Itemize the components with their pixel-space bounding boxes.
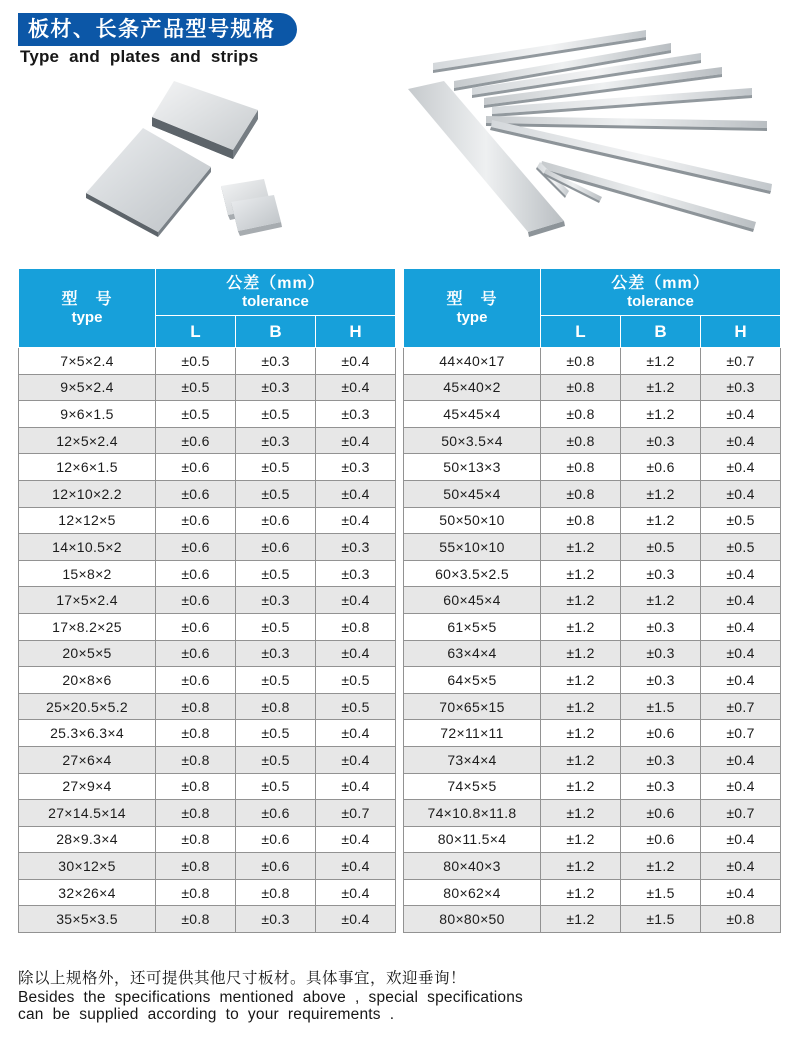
tolerance-cell: ±0.3 <box>236 640 316 667</box>
tolerance-cell: ±0.3 <box>701 374 781 401</box>
type-cell: 9×6×1.5 <box>19 401 156 428</box>
tolerance-cell: ±0.3 <box>316 454 396 481</box>
type-cell: 12×5×2.4 <box>19 427 156 454</box>
tolerance-cell: ±1.2 <box>541 773 621 800</box>
type-cell: 25×20.5×5.2 <box>19 693 156 720</box>
tolerance-cell: ±0.5 <box>156 374 236 401</box>
tolerance-cell: ±0.4 <box>701 773 781 800</box>
tolerance-cell: ±0.8 <box>156 800 236 827</box>
tolerance-cell: ±0.5 <box>701 507 781 534</box>
tolerance-cell: ±0.3 <box>621 773 701 800</box>
table-row <box>404 401 781 428</box>
type-cell: 74×5×5 <box>404 773 541 800</box>
table-row <box>19 587 396 614</box>
tolerance-cell: ±1.2 <box>541 879 621 906</box>
tolerance-label-zh: 公差（mm） <box>611 274 710 292</box>
tolerance-cell: ±1.2 <box>621 401 701 428</box>
table-row <box>404 507 781 534</box>
tolerance-label-en: tolerance <box>242 292 309 310</box>
tolerance-cell: ±0.6 <box>156 427 236 454</box>
tolerance-cell: ±0.4 <box>316 640 396 667</box>
type-cell: 17×8.2×25 <box>19 613 156 640</box>
table-row <box>19 800 396 827</box>
tolerance-cell: ±0.4 <box>701 667 781 694</box>
tolerance-cell: ±1.2 <box>621 374 701 401</box>
table-header <box>404 269 781 348</box>
table-row <box>19 560 396 587</box>
tolerance-cell: ±0.3 <box>236 906 316 933</box>
tolerance-cell: ±0.4 <box>701 560 781 587</box>
type-cell: 60×45×4 <box>404 587 541 614</box>
footer-note-en-line2: can be supplied according to your requirements . <box>18 1006 395 1023</box>
tolerance-cell: ±0.7 <box>701 720 781 747</box>
type-cell: 7×5×2.4 <box>19 348 156 375</box>
tolerance-cell: ±1.5 <box>621 906 701 933</box>
plates-image <box>58 78 394 264</box>
footer-note-en-line1: Besides the specifications mentioned above , special specifications <box>18 988 523 1006</box>
tolerance-column-header <box>541 269 781 316</box>
tolerance-cell: ±0.8 <box>701 906 781 933</box>
table-row <box>404 879 781 906</box>
tolerance-cell: ±0.6 <box>236 826 316 853</box>
tolerance-cell: ±0.4 <box>701 427 781 454</box>
strip-bar <box>539 161 756 232</box>
table-row <box>404 640 781 667</box>
col-header-l: L <box>156 316 236 348</box>
table-row <box>19 427 396 454</box>
tolerance-cell: ±0.4 <box>701 613 781 640</box>
page-title-banner <box>18 13 297 46</box>
table-row <box>19 613 396 640</box>
table-row <box>19 348 396 375</box>
tolerance-cell: ±0.5 <box>156 401 236 428</box>
tolerance-cell: ±0.5 <box>236 746 316 773</box>
table-row <box>19 667 396 694</box>
strips-image <box>388 8 800 252</box>
tolerance-cell: ±1.5 <box>621 879 701 906</box>
table-header <box>19 269 396 348</box>
table-row <box>404 613 781 640</box>
type-cell: 63×4×4 <box>404 640 541 667</box>
type-cell: 80×11.5×4 <box>404 826 541 853</box>
tolerance-cell: ±1.2 <box>541 667 621 694</box>
tolerance-cell: ±0.5 <box>316 693 396 720</box>
tolerance-cell: ±0.8 <box>156 826 236 853</box>
tolerance-cell: ±0.5 <box>236 613 316 640</box>
tolerance-cell: ±0.6 <box>621 826 701 853</box>
tolerance-cell: ±0.4 <box>316 773 396 800</box>
plate-flat-large <box>86 128 211 237</box>
tolerance-cell: ±0.4 <box>316 348 396 375</box>
type-cell: 50×3.5×4 <box>404 427 541 454</box>
tolerance-cell: ±0.4 <box>701 746 781 773</box>
tolerance-cell: ±0.5 <box>236 560 316 587</box>
tolerance-cell: ±0.7 <box>701 693 781 720</box>
tolerance-cell: ±0.6 <box>156 613 236 640</box>
col-header-h: H <box>701 316 781 348</box>
table-row <box>19 879 396 906</box>
type-cell: 17×5×2.4 <box>19 587 156 614</box>
tolerance-cell: ±0.3 <box>621 427 701 454</box>
tolerance-cell: ±0.7 <box>701 800 781 827</box>
table-row <box>19 401 396 428</box>
table-row <box>19 480 396 507</box>
tolerance-cell: ±0.6 <box>621 800 701 827</box>
spec-table-left-body <box>19 348 396 933</box>
tolerance-cell: ±1.2 <box>541 746 621 773</box>
tolerance-cell: ±0.3 <box>236 374 316 401</box>
type-cell: 72×11×11 <box>404 720 541 747</box>
tolerance-cell: ±0.4 <box>316 374 396 401</box>
tolerance-cell: ±1.2 <box>621 853 701 880</box>
page-title: 板材、长条产品型号规格 <box>28 18 276 41</box>
tolerance-cell: ±1.2 <box>621 480 701 507</box>
tolerance-cell: ±1.2 <box>541 800 621 827</box>
tolerance-cell: ±0.4 <box>701 826 781 853</box>
type-cell: 12×12×5 <box>19 507 156 534</box>
type-cell: 20×8×6 <box>19 667 156 694</box>
tolerance-cell: ±0.8 <box>156 879 236 906</box>
type-cell: 20×5×5 <box>19 640 156 667</box>
type-cell: 27×9×4 <box>19 773 156 800</box>
type-cell: 60×3.5×2.5 <box>404 560 541 587</box>
tolerance-cell: ±0.6 <box>156 454 236 481</box>
table-row <box>19 534 396 561</box>
table-row <box>404 800 781 827</box>
table-row <box>404 667 781 694</box>
tolerance-cell: ±0.8 <box>541 480 621 507</box>
tolerance-cell: ±0.4 <box>316 826 396 853</box>
table-row <box>404 720 781 747</box>
tolerance-cell: ±0.5 <box>701 534 781 561</box>
footer-note-zh: 除以上规格外，还可提供其他尺寸板材。具体事宜，欢迎垂询！ <box>18 970 467 987</box>
spec-table-right <box>403 268 781 933</box>
tolerance-cell: ±0.4 <box>316 587 396 614</box>
tolerance-cell: ±1.2 <box>541 826 621 853</box>
table-row <box>19 720 396 747</box>
footer-note <box>18 970 790 1024</box>
tolerance-cell: ±0.5 <box>236 667 316 694</box>
tolerance-cell: ±0.4 <box>316 507 396 534</box>
table-row <box>19 746 396 773</box>
tolerance-cell: ±0.6 <box>156 640 236 667</box>
type-cell: 45×40×2 <box>404 374 541 401</box>
tolerance-cell: ±0.6 <box>156 667 236 694</box>
type-cell: 25.3×6.3×4 <box>19 720 156 747</box>
tolerance-cell: ±0.6 <box>236 507 316 534</box>
type-cell: 27×14.5×14 <box>19 800 156 827</box>
table-row <box>404 454 781 481</box>
tolerance-cell: ±0.8 <box>541 454 621 481</box>
table-row <box>19 773 396 800</box>
tolerance-cell: ±1.2 <box>541 640 621 667</box>
tolerance-cell: ±1.5 <box>621 693 701 720</box>
tolerance-label-en: tolerance <box>627 292 694 310</box>
tolerance-cell: ±0.6 <box>156 480 236 507</box>
type-cell: 32×26×4 <box>19 879 156 906</box>
tolerance-cell: ±0.6 <box>156 507 236 534</box>
tolerance-cell: ±0.3 <box>236 348 316 375</box>
tolerance-cell: ±0.4 <box>316 480 396 507</box>
table-row <box>404 826 781 853</box>
tolerance-cell: ±0.3 <box>621 613 701 640</box>
tolerance-cell: ±0.6 <box>156 534 236 561</box>
tolerance-cell: ±0.4 <box>701 401 781 428</box>
tolerance-cell: ±1.2 <box>541 720 621 747</box>
type-label-en: type <box>456 308 488 326</box>
tolerance-cell: ±0.8 <box>236 693 316 720</box>
tolerance-cell: ±0.5 <box>316 667 396 694</box>
tolerance-cell: ±0.4 <box>701 480 781 507</box>
spec-table-left <box>18 268 396 933</box>
tolerance-cell: ±0.4 <box>701 454 781 481</box>
type-cell: 73×4×4 <box>404 746 541 773</box>
type-cell: 44×40×17 <box>404 348 541 375</box>
type-cell: 27×6×4 <box>19 746 156 773</box>
tolerance-cell: ±0.8 <box>541 401 621 428</box>
tolerance-cell: ±0.3 <box>236 427 316 454</box>
type-cell: 45×45×4 <box>404 401 541 428</box>
tolerance-cell: ±0.6 <box>236 853 316 880</box>
tolerance-cell: ±0.5 <box>236 773 316 800</box>
table-row <box>404 348 781 375</box>
type-cell: 70×65×15 <box>404 693 541 720</box>
tolerance-cell: ±1.2 <box>541 613 621 640</box>
tolerance-cell: ±0.4 <box>316 879 396 906</box>
table-row <box>404 480 781 507</box>
table-row <box>404 534 781 561</box>
table-row <box>404 773 781 800</box>
tolerance-cell: ±0.4 <box>316 746 396 773</box>
page-subtitle: Type and plates and strips <box>20 47 259 66</box>
tolerance-cell: ±0.8 <box>156 773 236 800</box>
tolerance-cell: ±0.8 <box>156 720 236 747</box>
type-cell: 61×5×5 <box>404 613 541 640</box>
tolerance-cell: ±0.8 <box>156 906 236 933</box>
tolerance-cell: ±1.2 <box>621 507 701 534</box>
type-cell: 64×5×5 <box>404 667 541 694</box>
type-cell: 15×8×2 <box>19 560 156 587</box>
table-row <box>404 374 781 401</box>
type-cell: 12×10×2.2 <box>19 480 156 507</box>
tolerance-cell: ±0.4 <box>701 879 781 906</box>
tolerance-cell: ±0.8 <box>156 746 236 773</box>
tolerance-cell: ±0.4 <box>701 587 781 614</box>
tolerance-label-zh: 公差（mm） <box>226 274 325 292</box>
type-cell: 50×45×4 <box>404 480 541 507</box>
tolerance-cell: ±0.6 <box>621 720 701 747</box>
tolerance-cell: ±0.8 <box>236 879 316 906</box>
table-row <box>19 454 396 481</box>
tolerance-cell: ±0.3 <box>621 640 701 667</box>
tolerance-cell: ±0.3 <box>236 587 316 614</box>
tolerance-cell: ±0.4 <box>701 853 781 880</box>
type-cell: 80×62×4 <box>404 879 541 906</box>
type-column-header <box>19 269 156 348</box>
type-cell: 74×10.8×11.8 <box>404 800 541 827</box>
tolerance-cell: ±0.8 <box>156 693 236 720</box>
tolerance-cell: ±0.6 <box>236 534 316 561</box>
tolerance-cell: ±0.4 <box>316 720 396 747</box>
tolerance-cell: ±0.8 <box>541 507 621 534</box>
tolerance-cell: ±0.4 <box>701 640 781 667</box>
tolerance-cell: ±1.2 <box>621 587 701 614</box>
tolerance-cell: ±1.2 <box>541 534 621 561</box>
tolerance-cell: ±0.4 <box>316 427 396 454</box>
type-cell: 28×9.3×4 <box>19 826 156 853</box>
tolerance-cell: ±0.3 <box>316 560 396 587</box>
type-label-en: type <box>71 308 103 326</box>
tolerance-cell: ±1.2 <box>541 853 621 880</box>
table-row <box>404 746 781 773</box>
type-cell: 12×6×1.5 <box>19 454 156 481</box>
table-row <box>19 693 396 720</box>
tolerance-cell: ±0.5 <box>236 480 316 507</box>
tolerance-cell: ±0.3 <box>316 401 396 428</box>
type-cell: 80×80×50 <box>404 906 541 933</box>
table-row <box>404 560 781 587</box>
tolerance-cell: ±0.6 <box>236 800 316 827</box>
col-header-l: L <box>541 316 621 348</box>
table-row <box>19 640 396 667</box>
tolerance-cell: ±0.3 <box>621 746 701 773</box>
tolerance-cell: ±0.5 <box>621 534 701 561</box>
tolerance-cell: ±1.2 <box>621 348 701 375</box>
tolerance-column-header <box>156 269 396 316</box>
tolerance-cell: ±1.2 <box>541 693 621 720</box>
col-header-b: B <box>236 316 316 348</box>
plate-small-front <box>231 195 282 236</box>
tolerance-cell: ±0.6 <box>621 454 701 481</box>
tolerance-cell: ±1.2 <box>541 587 621 614</box>
col-header-h: H <box>316 316 396 348</box>
table-row <box>19 826 396 853</box>
tolerance-cell: ±0.7 <box>316 800 396 827</box>
tolerance-cell: ±0.5 <box>236 720 316 747</box>
table-row <box>404 427 781 454</box>
tolerance-cell: ±0.6 <box>156 560 236 587</box>
tolerance-cell: ±0.6 <box>156 587 236 614</box>
spec-table-right-body <box>404 348 781 933</box>
table-row <box>19 853 396 880</box>
table-row <box>19 374 396 401</box>
tolerance-cell: ±0.8 <box>156 853 236 880</box>
tolerance-cell: ±0.3 <box>316 534 396 561</box>
tolerance-cell: ±0.5 <box>236 454 316 481</box>
col-header-b: B <box>621 316 701 348</box>
type-cell: 9×5×2.4 <box>19 374 156 401</box>
type-label-zh: 型 号 <box>61 290 113 308</box>
type-cell: 55×10×10 <box>404 534 541 561</box>
tolerance-cell: ±0.8 <box>541 427 621 454</box>
table-row <box>404 906 781 933</box>
tolerance-cell: ±0.8 <box>541 348 621 375</box>
table-row <box>404 693 781 720</box>
tolerance-cell: ±0.7 <box>701 348 781 375</box>
strip-bar <box>490 120 772 194</box>
tolerance-cell: ±0.8 <box>541 374 621 401</box>
tolerance-cell: ±0.8 <box>316 613 396 640</box>
type-cell: 50×50×10 <box>404 507 541 534</box>
table-row <box>19 906 396 933</box>
type-cell: 50×13×3 <box>404 454 541 481</box>
type-label-zh: 型 号 <box>446 290 498 308</box>
type-column-header <box>404 269 541 348</box>
tolerance-cell: ±0.3 <box>621 560 701 587</box>
type-cell: 14×10.5×2 <box>19 534 156 561</box>
type-cell: 30×12×5 <box>19 853 156 880</box>
tolerance-cell: ±1.2 <box>541 560 621 587</box>
table-row <box>19 507 396 534</box>
table-row <box>404 587 781 614</box>
tolerance-cell: ±0.5 <box>236 401 316 428</box>
tolerance-cell: ±0.3 <box>621 667 701 694</box>
tolerance-cell: ±1.2 <box>541 906 621 933</box>
type-cell: 80×40×3 <box>404 853 541 880</box>
tolerance-cell: ±0.4 <box>316 853 396 880</box>
table-row <box>404 853 781 880</box>
tolerance-cell: ±0.5 <box>156 348 236 375</box>
tolerance-cell: ±0.4 <box>316 906 396 933</box>
type-cell: 35×5×3.5 <box>19 906 156 933</box>
